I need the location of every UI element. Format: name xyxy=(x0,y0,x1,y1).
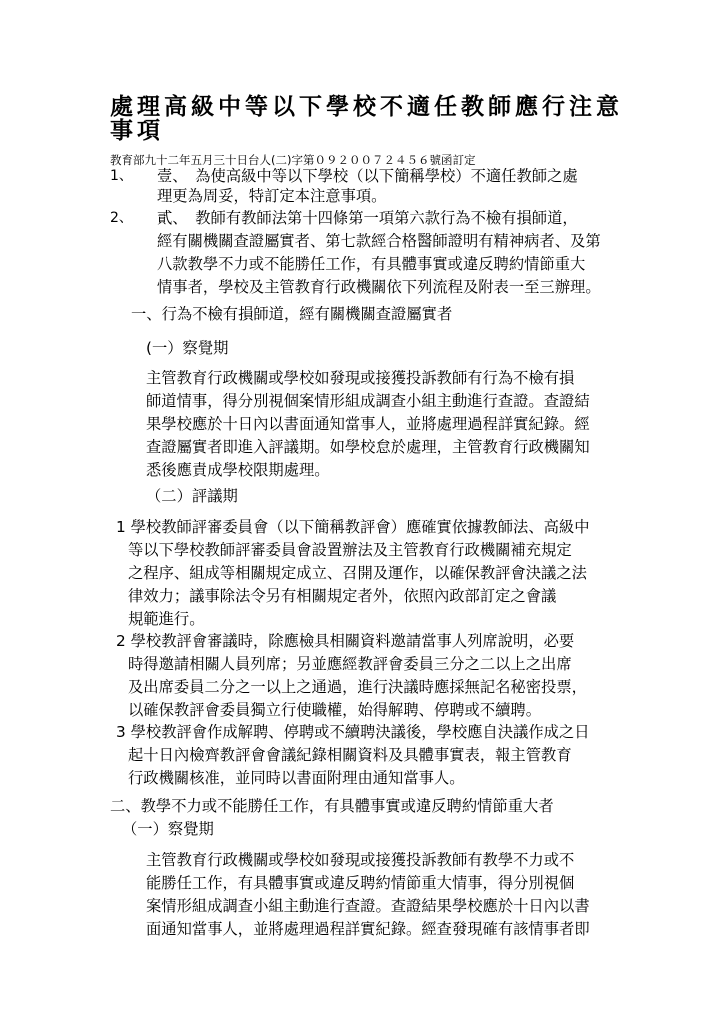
text-line: 2 學校教評會審議時，除應檢具相關資料邀請當事人列席說明，必要 xyxy=(116,632,575,650)
text-line: 以確保教評會委員獨立行使職權，始得解聘、停聘或不續聘。 xyxy=(128,701,542,719)
text-line: 之程序、組成等相關規定成立、召開及運作，以確保教評會決議之法 xyxy=(128,564,587,582)
text-line: 起十日內檢齊教評會會議紀錄相關資料及具體事實表，報主管教育 xyxy=(128,746,572,764)
item-number: 2、 xyxy=(110,210,133,226)
text-line: 理更為周妥，特訂定本注意事項。 xyxy=(157,187,387,205)
section-heading: 二、教學不力或不能勝任工作，有具體事實或違反聘約情節重大者 xyxy=(110,797,554,815)
text-line: 查證屬實者即進入評議期。如學校怠於處理，主管教育行政機關知 xyxy=(146,438,590,456)
subsection-heading: （二）評議期 xyxy=(146,487,238,505)
text-line: 及出席委員二分之一以上之通過，進行決議時應採無記名秘密投票， xyxy=(128,678,587,696)
text-line: 情事者，學校及主管教育行政機關依下列流程及附表一至三辦理。 xyxy=(157,278,601,296)
section-heading: 一、行為不檢有損師道，經有關機關查證屬實者 xyxy=(131,305,453,323)
document-subtitle: 教育部九十二年五月三十日台人(二)字第０９２００７２４５６號函訂定 xyxy=(110,153,476,167)
text-line: 八款教學不力或不能勝任工作，有具體事實或違反聘約情節重大 xyxy=(157,255,586,273)
text-line: 主管教育行政機關或學校如發現或接獲投訴教師有教學不力或不 xyxy=(146,851,575,869)
text-line: 案情形組成調查小組主動進行查證。查證結果學校應於十日內以書 xyxy=(146,897,590,915)
text-line: 1 學校教師評審委員會（以下簡稱教評會）應確實依據教師法、高級中 xyxy=(116,518,590,536)
text-line: 貳、 教師有教師法第十四條第一項第六款行為不檢有損師道， xyxy=(157,209,578,227)
subsection-heading: (一）察覺期 xyxy=(146,339,229,357)
subsection-heading: （一）察覺期 xyxy=(122,820,214,838)
text-line: 時得邀請相關人員列席；另並應經教評會委員三分之二以上之出席 xyxy=(128,655,572,673)
text-line: 面通知當事人，並將處理過程詳實紀錄。經查發現確有該情事者即 xyxy=(146,920,590,938)
text-line: 主管教育行政機關或學校如發現或接獲投訴教師有行為不檢有損 xyxy=(146,369,575,387)
text-line: 3 學校教評會作成解聘、停聘或不續聘決議後，學校應自決議作成之日 xyxy=(116,723,590,741)
text-line: 行政機關核准，並同時以書面附理由通知當事人。 xyxy=(128,769,465,787)
text-line: 規範進行。 xyxy=(128,610,205,628)
text-line: 經有關機關查證屬實者、第七款經合格醫師證明有精神病者、及第 xyxy=(157,232,601,250)
item-number: 1、 xyxy=(110,168,133,184)
text-line: 能勝任工作，有具體事實或違反聘約情節重大情事，得分別視個 xyxy=(146,874,575,892)
text-line: 悉後應責成學校限期處理。 xyxy=(146,461,330,479)
text-line: 律效力；議事除法令另有相關規定者外，依照內政部訂定之會議 xyxy=(128,587,557,605)
text-line: 壹、 為使高級中等以下學校（以下簡稱學校）不適任教師之處 xyxy=(157,167,578,185)
document-title: 處理高級中等以下學校不適任教師應行注意事項 xyxy=(110,94,623,144)
text-line: 師道情事，得分別視個案情形組成調查小組主動進行查證。查證結 xyxy=(146,392,590,410)
text-line: 等以下學校教師評審委員會設置辦法及主管教育行政機關補充規定 xyxy=(128,541,572,559)
text-line: 果學校應於十日內以書面通知當事人，並將處理過程詳實紀錄。經 xyxy=(146,415,590,433)
